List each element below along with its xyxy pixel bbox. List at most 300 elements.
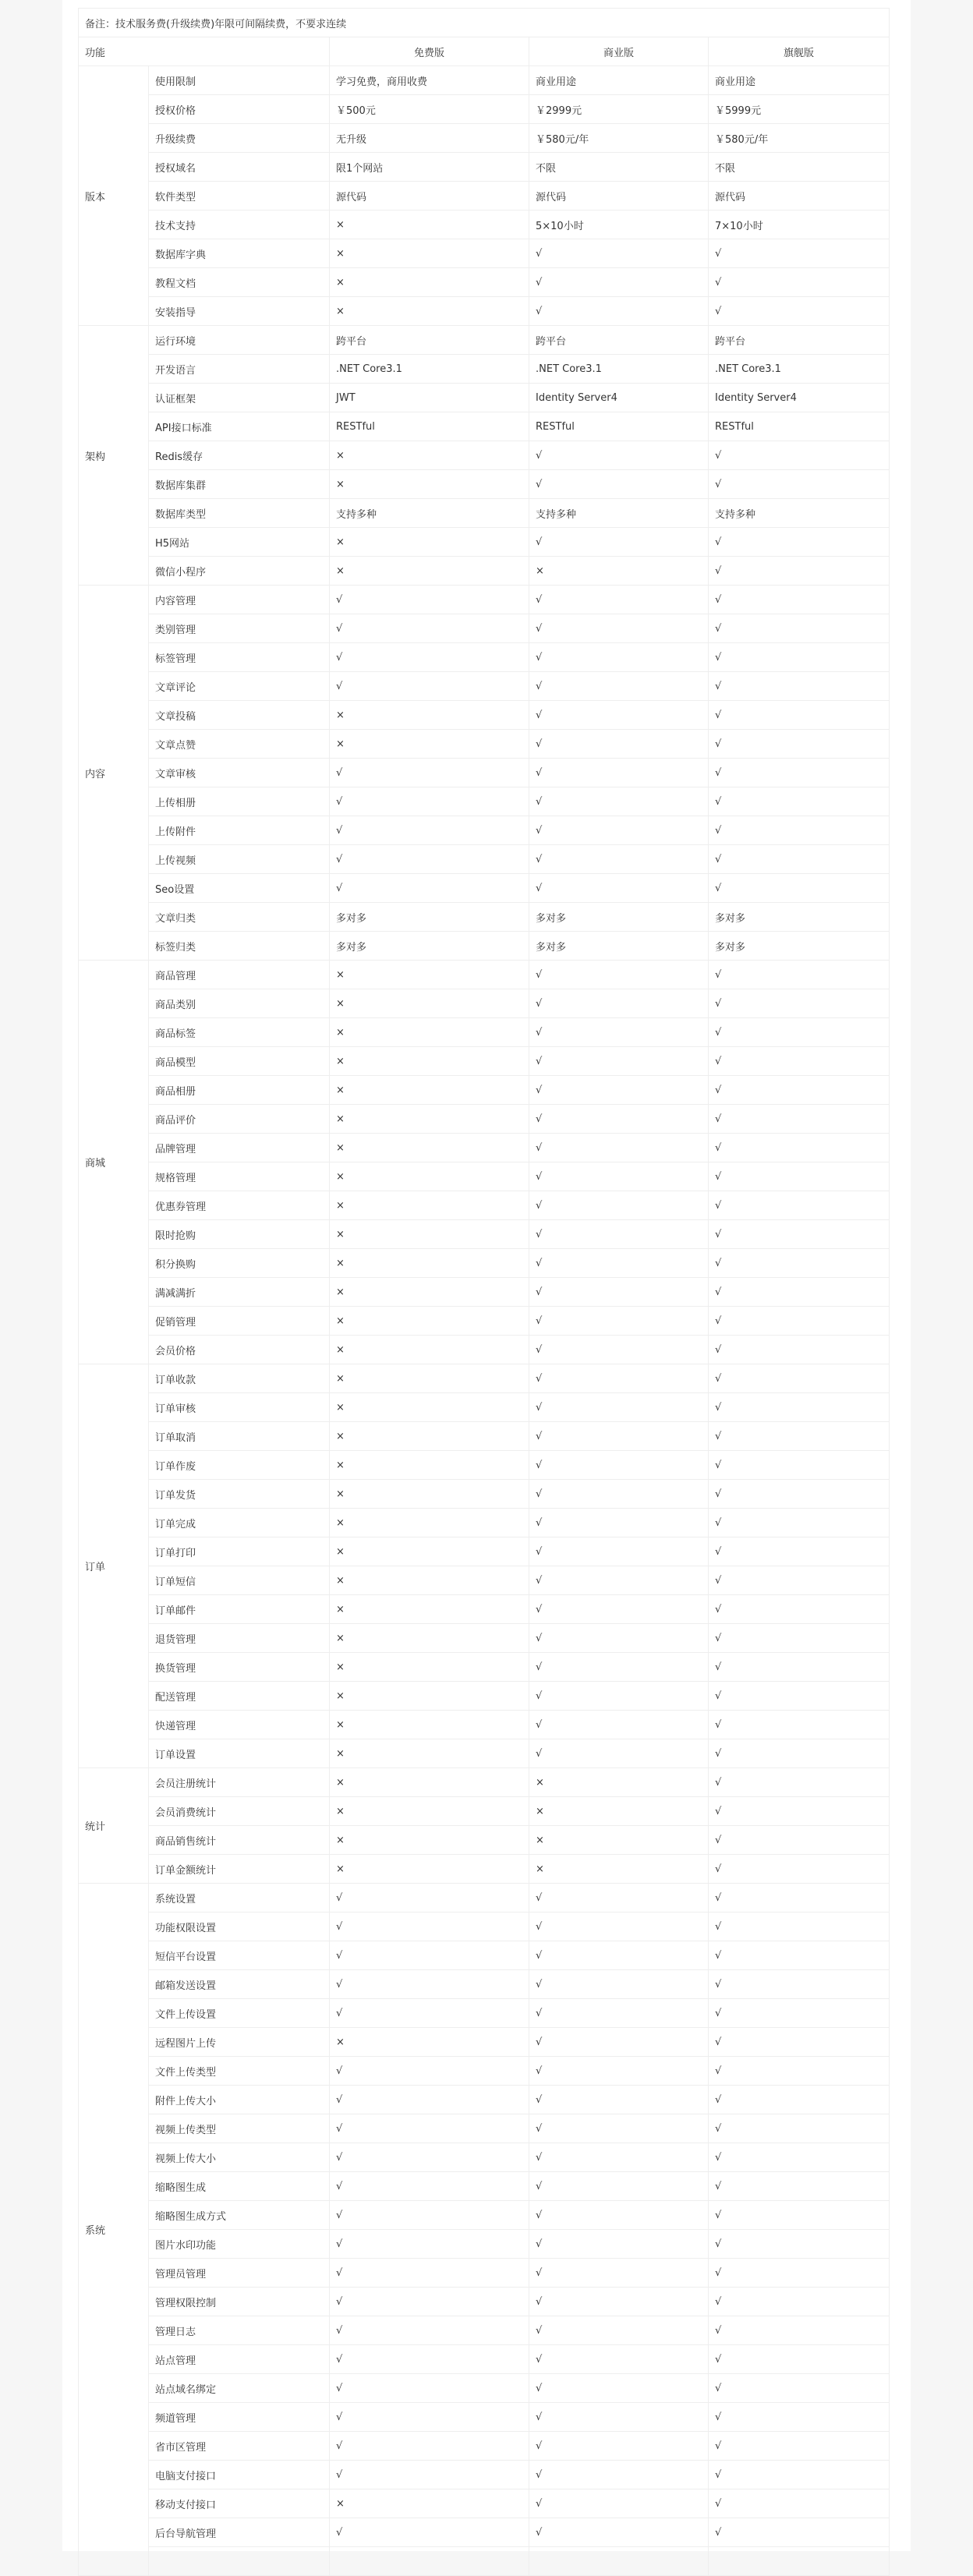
flagship-value: √ xyxy=(709,2489,890,2518)
table-row xyxy=(79,2028,890,2057)
feature-name: 会员消费统计 xyxy=(149,1797,330,1826)
feature-name: 商品管理 xyxy=(149,961,330,989)
flagship-value: √ xyxy=(709,1653,890,1682)
table-row xyxy=(79,1393,890,1422)
free-value: × xyxy=(330,1191,529,1220)
business-value: √ xyxy=(529,2374,709,2403)
free-value: × xyxy=(330,1624,529,1653)
feature-name: 使用限制 xyxy=(149,66,330,95)
flagship-value: √ xyxy=(709,961,890,989)
business-value: √ xyxy=(529,672,709,701)
feature-name: 文章审核 xyxy=(149,759,330,787)
feature-name: 限时抢购 xyxy=(149,1220,330,1249)
feature-name: 频道管理 xyxy=(149,2403,330,2432)
flagship-value: √ xyxy=(709,2518,890,2547)
business-value: √ xyxy=(529,1422,709,1451)
group-label: 内容 xyxy=(79,586,149,961)
group-label: 统计 xyxy=(79,1768,149,1884)
free-value: × xyxy=(330,1278,529,1307)
feature-name: 管理日志 xyxy=(149,2316,330,2345)
flagship-value: √ xyxy=(709,1711,890,1739)
feature-name: 视频上传类型 xyxy=(149,2114,330,2143)
table-row xyxy=(79,297,890,326)
table-row xyxy=(79,1913,890,1941)
table-row xyxy=(79,2259,890,2288)
feature-name: 类别管理 xyxy=(149,614,330,643)
table-row xyxy=(79,903,890,932)
free-value: × xyxy=(330,1134,529,1162)
table-row xyxy=(79,1884,890,1913)
group-label: 商城 xyxy=(79,961,149,1364)
group-label: 系统 xyxy=(79,1884,149,2576)
flagship-value: √ xyxy=(709,1047,890,1076)
flagship-value: √ xyxy=(709,2374,890,2403)
feature-name: 文件上传类型 xyxy=(149,2057,330,2086)
table-row xyxy=(79,759,890,787)
free-value: √ xyxy=(330,759,529,787)
table-row xyxy=(79,124,890,153)
table-row xyxy=(79,1162,890,1191)
table-row xyxy=(79,1047,890,1076)
table-row xyxy=(79,2461,890,2489)
table-row xyxy=(79,1999,890,2028)
free-value: × xyxy=(330,1826,529,1855)
business-value: √ xyxy=(529,2172,709,2201)
flagship-value: √ xyxy=(709,643,890,672)
free-value: × xyxy=(330,1076,529,1105)
flagship-value: √ xyxy=(709,730,890,759)
business-value: × xyxy=(529,1855,709,1884)
free-value: √ xyxy=(330,816,529,845)
feature-name: 授权价格 xyxy=(149,95,330,124)
business-value: √ xyxy=(529,1509,709,1537)
table-row xyxy=(79,1653,890,1682)
flagship-value: √ xyxy=(709,2403,890,2432)
free-value: × xyxy=(330,1018,529,1047)
table-row xyxy=(79,989,890,1018)
flagship-value: √ xyxy=(709,1595,890,1624)
free-value: √ xyxy=(330,2172,529,2201)
business-value: √ xyxy=(529,2114,709,2143)
feature-name: 订单打印 xyxy=(149,1537,330,1566)
flagship-value: √ xyxy=(709,1364,890,1393)
table-row xyxy=(79,643,890,672)
feature-name: 配送管理 xyxy=(149,1682,330,1711)
feature-name: 文件上传设置 xyxy=(149,1999,330,2028)
flagship-value: √ xyxy=(709,2461,890,2489)
flagship-value: √ xyxy=(709,845,890,874)
flagship-value: √ xyxy=(709,2432,890,2461)
business-value: √ xyxy=(529,787,709,816)
flagship-value: √ xyxy=(709,1768,890,1797)
free-value: × xyxy=(330,557,529,586)
business-value: √ xyxy=(529,1566,709,1595)
table-row xyxy=(79,1336,890,1364)
free-value: RESTful xyxy=(330,412,529,441)
feature-name: 促销管理 xyxy=(149,1307,330,1336)
feature-name: 标签管理 xyxy=(149,643,330,672)
table-row xyxy=(79,1855,890,1884)
flagship-value: √ xyxy=(709,1537,890,1566)
business-value: √ xyxy=(529,2143,709,2172)
flagship-value: 跨平台 xyxy=(709,326,890,355)
business-value: √ xyxy=(529,1076,709,1105)
business-value: √ xyxy=(529,1999,709,2028)
feature-name: 邮箱发送设置 xyxy=(149,1970,330,1999)
flagship-value: √ xyxy=(709,1566,890,1595)
feature-name: 商品类别 xyxy=(149,989,330,1018)
table-row xyxy=(79,2547,890,2576)
feature-name: 积分换购 xyxy=(149,1249,330,1278)
table-row xyxy=(79,557,890,586)
flagship-value: 商业用途 xyxy=(709,66,890,95)
business-value: × xyxy=(529,1826,709,1855)
business-value: ￥580元/年 xyxy=(529,124,709,153)
feature-name: 订单完成 xyxy=(149,1509,330,1537)
table-row xyxy=(79,2086,890,2114)
table-row xyxy=(79,2432,890,2461)
business-value: √ xyxy=(529,528,709,557)
flagship-value: √ xyxy=(709,1941,890,1970)
table-row xyxy=(79,701,890,730)
business-value: 跨平台 xyxy=(529,326,709,355)
feature-name: 规格管理 xyxy=(149,1162,330,1191)
flagship-value: √ xyxy=(709,2259,890,2288)
feature-name: 管理权限控制 xyxy=(149,2288,330,2316)
feature-name: 微信小程序 xyxy=(149,557,330,586)
business-value: √ xyxy=(529,2489,709,2518)
table-row xyxy=(79,1970,890,1999)
business-value: × xyxy=(529,557,709,586)
free-value: × xyxy=(330,701,529,730)
business-value: √ xyxy=(529,1047,709,1076)
business-value: √ xyxy=(529,1278,709,1307)
feature-name: 文章评论 xyxy=(149,672,330,701)
feature-name: 附件上传大小 xyxy=(149,2086,330,2114)
feature-name: 开发语言 xyxy=(149,355,330,384)
free-value: × xyxy=(330,1566,529,1595)
flagship-value: √ xyxy=(709,1220,890,1249)
free-value: × xyxy=(330,1711,529,1739)
business-value: √ xyxy=(529,239,709,268)
table-row xyxy=(79,1018,890,1047)
business-value: √ xyxy=(529,2201,709,2230)
free-value: × xyxy=(330,1047,529,1076)
free-value: √ xyxy=(330,2374,529,2403)
flagship-value: √ xyxy=(709,787,890,816)
business-value: √ xyxy=(529,297,709,326)
free-value: × xyxy=(330,1105,529,1134)
free-value: × xyxy=(330,1220,529,1249)
feature-name: 后台导航管理 xyxy=(149,2518,330,2547)
flagship-value: √ xyxy=(709,1855,890,1884)
free-value: 跨平台 xyxy=(330,326,529,355)
free-value: × xyxy=(330,470,529,499)
table-row xyxy=(79,1076,890,1105)
table-row xyxy=(79,239,890,268)
flagship-value: 支持多种 xyxy=(709,499,890,528)
flagship-value: √ xyxy=(709,297,890,326)
feature-name: 会员价格 xyxy=(149,1336,330,1364)
free-value: × xyxy=(330,1307,529,1336)
feature-name: 视频上传大小 xyxy=(149,2143,330,2172)
feature-name: API接口标准 xyxy=(149,412,330,441)
table-row xyxy=(79,1509,890,1537)
table-row xyxy=(79,384,890,412)
feature-name: 商品销售统计 xyxy=(149,1826,330,1855)
free-value: × xyxy=(330,1162,529,1191)
feature-name: 省市区管理 xyxy=(149,2432,330,2461)
free-value: √ xyxy=(330,2057,529,2086)
business-value xyxy=(529,2547,709,2576)
business-value: √ xyxy=(529,2432,709,2461)
table-row xyxy=(79,182,890,211)
feature-name: Redis缓存 xyxy=(149,441,330,470)
business-value: √ xyxy=(529,730,709,759)
business-value: 不限 xyxy=(529,153,709,182)
flagship-value: √ xyxy=(709,1682,890,1711)
feature-name: 授权域名 xyxy=(149,153,330,182)
free-value: √ xyxy=(330,672,529,701)
business-value: √ xyxy=(529,2403,709,2432)
table-row xyxy=(79,1191,890,1220)
business-value: ￥2999元 xyxy=(529,95,709,124)
flagship-value: 多对多 xyxy=(709,903,890,932)
business-value: √ xyxy=(529,2288,709,2316)
flagship-value: √ xyxy=(709,2316,890,2345)
free-value: JWT xyxy=(330,384,529,412)
free-value: 无升级 xyxy=(330,124,529,153)
free-value: × xyxy=(330,2489,529,2518)
business-value: √ xyxy=(529,701,709,730)
feature-name: 订单作废 xyxy=(149,1451,330,1480)
free-value: √ xyxy=(330,2201,529,2230)
free-value: × xyxy=(330,1336,529,1364)
business-value: √ xyxy=(529,2345,709,2374)
free-value: 多对多 xyxy=(330,903,529,932)
table-row xyxy=(79,672,890,701)
business-value: √ xyxy=(529,1682,709,1711)
free-value: × xyxy=(330,1739,529,1768)
table-row xyxy=(79,1307,890,1336)
feature-name: 换货管理 xyxy=(149,1653,330,1682)
free-value: √ xyxy=(330,2143,529,2172)
flagship-value: √ xyxy=(709,874,890,903)
feature-name: 满减满折 xyxy=(149,1278,330,1307)
business-value: √ xyxy=(529,268,709,297)
group-label: 架构 xyxy=(79,326,149,586)
free-value: 学习免费，商用收费 xyxy=(330,66,529,95)
flagship-value: √ xyxy=(709,441,890,470)
free-value: × xyxy=(330,1422,529,1451)
free-value: × xyxy=(330,1768,529,1797)
flagship-value: √ xyxy=(709,1999,890,2028)
table-row xyxy=(79,2057,890,2086)
feature-name: 文章点赞 xyxy=(149,730,330,759)
feature-name: 订单发货 xyxy=(149,1480,330,1509)
free-value: × xyxy=(330,1682,529,1711)
business-value: √ xyxy=(529,1970,709,1999)
business-value: √ xyxy=(529,1105,709,1134)
table-row xyxy=(79,874,890,903)
flagship-value: √ xyxy=(709,1480,890,1509)
table-row xyxy=(79,586,890,614)
business-value: √ xyxy=(529,1134,709,1162)
free-value: × xyxy=(330,2028,529,2057)
free-value: √ xyxy=(330,2403,529,2432)
table-row xyxy=(79,2172,890,2201)
free-value: √ xyxy=(330,1884,529,1913)
business-value: √ xyxy=(529,2230,709,2259)
flagship-value: ￥5999元 xyxy=(709,95,890,124)
business-value: √ xyxy=(529,643,709,672)
feature-name: 教程文档 xyxy=(149,268,330,297)
free-value: × xyxy=(330,1653,529,1682)
business-value: 商业用途 xyxy=(529,66,709,95)
table-row xyxy=(79,1364,890,1393)
feature-name: 安装指导 xyxy=(149,297,330,326)
flagship-value: √ xyxy=(709,1307,890,1336)
table-row xyxy=(79,614,890,643)
feature-name: 商品标签 xyxy=(149,1018,330,1047)
table-row xyxy=(79,2489,890,2518)
flagship-value: √ xyxy=(709,2086,890,2114)
header-business-edition: 商业版 xyxy=(529,37,709,66)
table-row xyxy=(79,2288,890,2316)
note-row xyxy=(79,9,890,37)
table-row xyxy=(79,1480,890,1509)
table-row xyxy=(79,932,890,961)
table-row xyxy=(79,1826,890,1855)
feature-name: 上传附件 xyxy=(149,816,330,845)
free-value: × xyxy=(330,528,529,557)
flagship-value: ￥580元/年 xyxy=(709,124,890,153)
free-value: .NET Core3.1 xyxy=(330,355,529,384)
flagship-value: √ xyxy=(709,2230,890,2259)
flagship-value: √ xyxy=(709,1826,890,1855)
table-row xyxy=(79,441,890,470)
feature-name: 订单邮件 xyxy=(149,1595,330,1624)
table-row xyxy=(79,730,890,759)
free-value: 限1个网站 xyxy=(330,153,529,182)
page-content xyxy=(62,0,911,2551)
free-value: √ xyxy=(330,2114,529,2143)
feature-name: 图片水印功能 xyxy=(149,2230,330,2259)
free-value: √ xyxy=(330,787,529,816)
flagship-value: √ xyxy=(709,2114,890,2143)
flagship-value: Identity Server4 xyxy=(709,384,890,412)
business-value: √ xyxy=(529,1451,709,1480)
flagship-value: √ xyxy=(709,614,890,643)
table-row xyxy=(79,355,890,384)
table-row xyxy=(79,1134,890,1162)
business-value: √ xyxy=(529,1711,709,1739)
business-value: × xyxy=(529,1797,709,1826)
table-row xyxy=(79,2201,890,2230)
table-row xyxy=(79,787,890,816)
flagship-value: √ xyxy=(709,470,890,499)
flagship-value: √ xyxy=(709,2028,890,2057)
feature-name: 运行环境 xyxy=(149,326,330,355)
flagship-value: √ xyxy=(709,1509,890,1537)
business-value: √ xyxy=(529,816,709,845)
table-row xyxy=(79,2230,890,2259)
free-value: × xyxy=(330,1537,529,1566)
business-value: RESTful xyxy=(529,412,709,441)
table-row xyxy=(79,1768,890,1797)
free-value: √ xyxy=(330,1970,529,1999)
feature-name: 订单审核 xyxy=(149,1393,330,1422)
table-body xyxy=(79,66,890,2576)
table-row xyxy=(79,1278,890,1307)
table-row xyxy=(79,1249,890,1278)
business-value: √ xyxy=(529,845,709,874)
flagship-value: 不限 xyxy=(709,153,890,182)
table-row xyxy=(79,961,890,989)
table-row xyxy=(79,2403,890,2432)
business-value: √ xyxy=(529,759,709,787)
free-value: × xyxy=(330,239,529,268)
table-row xyxy=(79,1595,890,1624)
feature-comparison-table xyxy=(78,8,890,2576)
free-value: √ xyxy=(330,1999,529,2028)
table-row xyxy=(79,1105,890,1134)
business-value: √ xyxy=(529,989,709,1018)
free-value: 多对多 xyxy=(330,932,529,961)
free-value: × xyxy=(330,989,529,1018)
free-value: √ xyxy=(330,845,529,874)
feature-name: 订单短信 xyxy=(149,1566,330,1595)
flagship-value: √ xyxy=(709,672,890,701)
flagship-value: √ xyxy=(709,557,890,586)
feature-name: 软件类型 xyxy=(149,182,330,211)
business-value: √ xyxy=(529,1162,709,1191)
feature-name: 站点域名绑定 xyxy=(149,2374,330,2403)
business-value: √ xyxy=(529,1624,709,1653)
free-value: √ xyxy=(330,2230,529,2259)
feature-name: 缩略图生成方式 xyxy=(149,2201,330,2230)
flagship-value: √ xyxy=(709,1422,890,1451)
table-row xyxy=(79,1797,890,1826)
feature-name: 远程图片上传 xyxy=(149,2028,330,2057)
business-value: .NET Core3.1 xyxy=(529,355,709,384)
free-value: × xyxy=(330,1797,529,1826)
flagship-value: √ xyxy=(709,586,890,614)
feature-name: Seo设置 xyxy=(149,874,330,903)
free-value: √ xyxy=(330,1941,529,1970)
business-value: 支持多种 xyxy=(529,499,709,528)
feature-name: 快递管理 xyxy=(149,1711,330,1739)
feature-name: 退货管理 xyxy=(149,1624,330,1653)
flagship-value: √ xyxy=(709,1970,890,1999)
free-value: × xyxy=(330,1509,529,1537)
note-text: 备注：技术服务费(升级续费)年限可间隔续费，不要求连续 xyxy=(79,9,890,37)
table-row xyxy=(79,1624,890,1653)
free-value: 支持多种 xyxy=(330,499,529,528)
feature-name: 上传视频 xyxy=(149,845,330,874)
flagship-value: √ xyxy=(709,1249,890,1278)
table-row xyxy=(79,268,890,297)
business-value: √ xyxy=(529,1480,709,1509)
free-value: √ xyxy=(330,2086,529,2114)
flagship-value: √ xyxy=(709,268,890,297)
flagship-value: √ xyxy=(709,1105,890,1134)
business-value: √ xyxy=(529,1249,709,1278)
feature-name: 认证框架 xyxy=(149,384,330,412)
flagship-value: √ xyxy=(709,239,890,268)
table-row xyxy=(79,412,890,441)
flagship-value: √ xyxy=(709,701,890,730)
